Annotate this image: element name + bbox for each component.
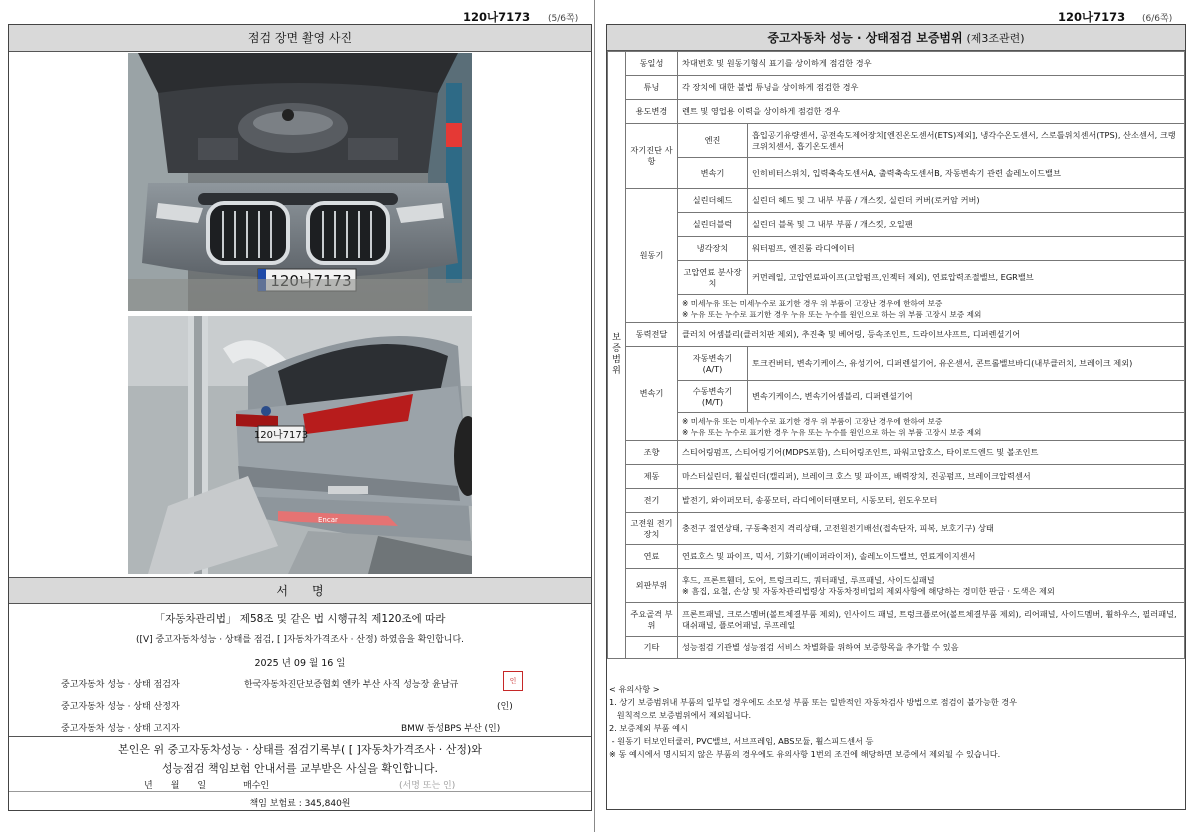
table-row <box>608 413 1185 441</box>
buyer-label: 매수인 <box>243 781 270 791</box>
inspector-label: 중고자동차 성능 · 상태 점검자 <box>61 680 180 690</box>
row-desc: 각 장치에 대한 불법 튜닝을 상이하게 점검한 경우 <box>678 76 1185 100</box>
sub-label: 엔진 <box>678 124 748 158</box>
table-row <box>608 545 1185 569</box>
row-desc: 흡입공기유량센서, 공전속도제어장치[엔진온도센서(ETS)제외], 냉각수온도센서, 스로틀위치센서(TPS), 산소센서, 크랭크위치센서, 흡기온도센서 <box>748 124 1185 158</box>
sub-label: 변속기 <box>678 158 748 189</box>
row-label: 기타 <box>626 637 678 659</box>
note-line: 원칙적으로 보증범위에서 제외됩니다. <box>609 710 752 720</box>
sub-label: 수동변속기 (M/T) <box>678 381 748 413</box>
page-number: (6/6쪽) <box>1142 14 1173 24</box>
row-label: 튜닝 <box>626 76 678 100</box>
row-desc: 변속기케이스, 변속기어셈블리, 디퍼렌셜기어 <box>748 381 1185 413</box>
row-label: 전기 <box>626 489 678 513</box>
table-row <box>608 465 1185 489</box>
row-label: 용도변경 <box>626 100 678 124</box>
note-line: 2. 보증제외 부품 예시 <box>609 723 688 733</box>
divider-line <box>9 791 591 792</box>
row-label: 동일성 <box>626 52 678 76</box>
note-line: - 원동기 터보인터쿨러, PVC밸브, 서브프레임, ABS모듈, 휠스피드센서 등 <box>609 736 874 746</box>
row-desc: 마스터실린더, 휠실린더(캘리퍼), 브레이크 호스 및 파이프, 배력장치, 진공펌프, 브레이크압력센서 <box>678 465 1185 489</box>
row-label: 조향 <box>626 441 678 465</box>
table-row <box>608 52 1185 76</box>
table-row <box>608 569 1185 603</box>
note-line: 1. 상기 보증범위내 부품의 일부일 경우에도 소모성 부품 또는 일반적인 자동차검사 방법으로 점검이 불가능한 경우 <box>609 697 1018 707</box>
coverage-table <box>607 51 1185 659</box>
row-desc: 후드, 프론트휀더, 도어, 트렁크리드, 쿼터패널, 루프패널, 사이드실패널 ※ 흠집, 요철, 손상 및 자동차관리법령상 자동차정비업의 제외사항에 해당하는 경미한 판금 · 도색은 제외 <box>678 569 1185 603</box>
caution-notes <box>609 683 1183 761</box>
coverage-side-label: 보 증 범 위 <box>608 52 626 659</box>
table-row <box>608 158 1185 189</box>
right-page <box>596 0 1187 832</box>
law-reference: 「자동차관리법」 제58조 및 같은 법 시행규칙 제120조에 따라 <box>154 613 446 625</box>
sub-label: 자동변속기 (A/T) <box>678 347 748 381</box>
sub-label: 실린더헤드 <box>678 189 748 213</box>
row-desc: 렌트 및 영업용 이력을 상이하게 점검한 경우 <box>678 100 1185 124</box>
confirmation-statement: ([V] 중고자동차성능 · 상태를 점검, [ ]자동차가격조사 · 산정) 하였음을 확인합니다. <box>135 635 465 645</box>
table-row <box>608 124 1185 158</box>
receipt-line-1: 본인은 위 중고자동차성능 · 상태를 점검기록부( [ ]자동차가격조사 · 산정)와 <box>118 743 482 756</box>
sub-label: 실린더블럭 <box>678 213 748 237</box>
row-desc: 발전기, 와이퍼모터, 송풍모터, 라디에이터팬모터, 시동모터, 윈도우모터 <box>678 489 1185 513</box>
row-desc: 클러치 어셈블리(클러치판 제외), 추진축 및 베어링, 등속조인트, 드라이브샤프트, 디퍼렌셜기어 <box>678 323 1185 347</box>
row-label: 외판부위 <box>626 569 678 603</box>
table-row <box>608 381 1185 413</box>
notifier-label: 중고자동차 성능 · 상태 고지자 <box>61 724 180 734</box>
coverage-title: 중고자동차 성능 · 상태점검 보증범위 (제3조관련) <box>607 25 1185 51</box>
table-row <box>608 189 1185 213</box>
red-seal-stamp: 인 <box>503 671 523 691</box>
sign-date: 2025 년 09 월 16 일 <box>254 658 346 669</box>
row-desc: 차대번호 및 원동기형식 표기를 상이하게 점검한 경우 <box>678 52 1185 76</box>
receipt-line-2: 성능점검 책임보험 안내서를 교부받은 사실을 확인합니다. <box>161 762 438 775</box>
row-label: 동력전달 <box>626 323 678 347</box>
row-desc: 스티어링펌프, 스티어링기어(MDPS포함), 스티어링조인트, 파워고압호스, 타이로드엔드 및 볼조인트 <box>678 441 1185 465</box>
divider-line <box>9 736 591 737</box>
table-row <box>608 76 1185 100</box>
row-desc: 충전구 절연상태, 구동축전지 격리상태, 고전원전기배선(접속단자, 피복, 보호기구) 상태 <box>678 513 1185 545</box>
table-row <box>608 637 1185 659</box>
row-label: 제동 <box>626 465 678 489</box>
appraiser-seal: (인) <box>497 702 513 712</box>
notes-title: < 유의사항 > <box>609 684 660 694</box>
row-desc: 커먼레일, 고압연료파이프(고압펌프,인젝터 제외), 연료압력조절밸브, EGR밸브 <box>748 261 1185 295</box>
transmission-note: ※ 미세누유 또는 미세누수로 표기한 경우 위 부품이 고장난 경우에 한하여 보증 ※ 누유 또는 누수로 표기한 경우 누유 또는 누수를 원인으로 하는 위 부품 고장시 보증 제외 <box>678 413 1185 441</box>
page-number: (5/6쪽) <box>548 14 579 24</box>
table-row <box>608 295 1185 323</box>
table-row <box>608 603 1185 637</box>
photo-section-title: 점검 장면 촬영 사진 <box>9 25 591 52</box>
row-label: 원동기 <box>626 189 678 323</box>
row-desc: 토크컨버터, 변속기케이스, 유성기어, 디퍼렌셜기어, 유온센서, 콘트롤밸브바디(내부클러치, 브레이크 제외) <box>748 347 1185 381</box>
appraiser-label: 중고자동차 성능 · 상태 산정자 <box>61 702 180 712</box>
vehicle-id: 120나7173 <box>463 10 531 24</box>
table-row <box>608 347 1185 381</box>
row-desc: 연료호스 및 파이프, 믹서, 기화기(베이퍼라이저), 솔레노이드밸브, 연료게이지센서 <box>678 545 1185 569</box>
table-row <box>608 261 1185 295</box>
row-label: 자기진단 사항 <box>626 124 678 189</box>
table-row <box>608 513 1185 545</box>
row-label: 변속기 <box>626 347 678 441</box>
row-desc: 인히비터스위치, 입력축속도센서A, 출력축속도센서B, 자동변속기 관련 솔레노이드밸브 <box>748 158 1185 189</box>
table-row <box>608 213 1185 237</box>
row-desc: 프론트패널, 크로스멤버(볼트체결부품 제외), 인사이드 패널, 트렁크플로어(볼트체결부품 제외), 리어패널, 사이드멤버, 휠하우스, 필러패널, 대쉬패널, 플로어패널, 루프레일 <box>678 603 1185 637</box>
left-frame <box>8 24 592 811</box>
row-label: 주요골격 부위 <box>626 603 678 637</box>
buyer-date: 년 월 일 <box>144 781 207 791</box>
inspector-name: 한국자동차진단보증협회 엔카 부산 사직 성능장 윤남규 <box>244 680 459 690</box>
row-desc: 실린더 블록 및 그 내부 부품 / 개스킷, 오일팬 <box>748 213 1185 237</box>
page-divider <box>594 0 595 832</box>
insurance-fee: 책임 보험료 : 345,840원 <box>249 799 351 809</box>
stand-brand-label: Encar <box>318 516 338 524</box>
row-desc: 워터펌프, 엔진룸 라디에이터 <box>748 237 1185 261</box>
table-row <box>608 100 1185 124</box>
signature-section-title: 서 명 <box>9 577 591 604</box>
row-label: 고전원 전기장치 <box>626 513 678 545</box>
sub-label: 냉각장치 <box>678 237 748 261</box>
right-frame <box>606 24 1186 810</box>
row-desc: 성능점검 기관별 성능점검 서비스 차별화를 위하여 보증항목을 추가할 수 있음 <box>678 637 1185 659</box>
row-desc: 실린더 헤드 및 그 내부 부품 / 개스킷, 실린더 커버(로커암 커버) <box>748 189 1185 213</box>
motor-note: ※ 미세누유 또는 미세누수로 표기한 경우 위 부품이 고장난 경우에 한하여 보증 ※ 누유 또는 누수로 표기한 경우 누유 또는 누수를 원인으로 하는 위 부품 고장시 보증 제외 <box>678 295 1185 323</box>
table-row <box>608 323 1185 347</box>
buyer-sign-placeholder: (서명 또는 인) <box>399 781 456 791</box>
notifier-name: BMW 동성BPS 부산 (인) <box>401 724 501 734</box>
rear-inspection-photo <box>128 316 472 574</box>
table-row <box>608 237 1185 261</box>
row-label: 연료 <box>626 545 678 569</box>
sub-label: 고압연료 분사장치 <box>678 261 748 295</box>
note-line: ※ 동 예시에서 명시되지 않은 부품의 경우에도 유의사항 1번의 조건에 해당하면 보증에서 제외될 수 있습니다. <box>609 749 1001 759</box>
left-page-header <box>0 9 594 23</box>
table-row <box>608 489 1185 513</box>
front-inspection-photo <box>128 53 472 311</box>
table-row <box>608 441 1185 465</box>
vehicle-id: 120나7173 <box>1058 10 1126 24</box>
rear-license-plate: 120나7173 <box>253 430 309 441</box>
right-page-header <box>596 9 1187 23</box>
